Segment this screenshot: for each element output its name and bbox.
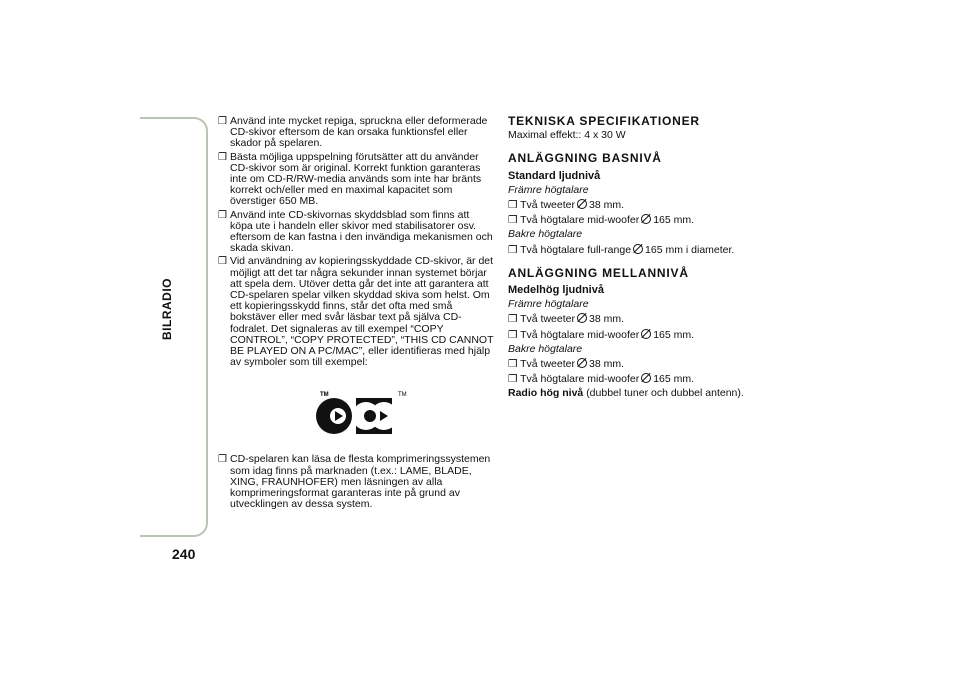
left-column <box>218 116 494 512</box>
checkbox-bullet-icon: ❒ <box>218 256 227 268</box>
trademark-mark: TM <box>320 392 329 399</box>
list-item: ❒ Två tweeter 38 mm. <box>508 358 625 371</box>
list-item: ❒ CD-spelaren kan läsa de flesta komprimeringssystemen som idag finns på marknaden (t.ex.: LAME, BLADE, XING, FRAUNHOFER) men läsningen av alla komprimeringsformat garanteras inte på grund av utvecklingen av dessa system. <box>218 453 491 511</box>
checkbox-bullet-icon: ❒ <box>218 454 227 466</box>
list-item: ❒ Två högtalare mid-woofer 165 mm. <box>508 328 695 341</box>
basic-subheading: Standard ljudnivå <box>508 169 601 182</box>
front-speakers-label: Främre högtalare <box>508 183 589 196</box>
diameter-icon <box>641 373 651 383</box>
list-item: ❒ Två högtalare full-range 165 mm i diameter. <box>508 243 735 256</box>
front-speakers-label: Främre högtalare <box>508 298 589 311</box>
checkbox-bullet-icon: ❒ <box>218 151 227 163</box>
diameter-icon <box>577 199 587 209</box>
copy-protection-symbols <box>314 388 494 436</box>
copy-protection-logo-icon <box>314 388 414 436</box>
list-item: ❒ Två tweeter 38 mm. <box>508 199 625 212</box>
section-label: BILRADIO <box>160 278 174 340</box>
mid-subheading: Medelhög ljudnivå <box>508 284 604 297</box>
rear-speakers-label: Bakre högtalare <box>508 228 583 241</box>
checkbox-bullet-icon: ❒ <box>218 116 227 127</box>
checkbox-bullet-icon: ❒ <box>218 209 227 221</box>
max-power: Maximal effekt:: 4 x 30 W <box>508 129 626 142</box>
list-item: ❒ Två högtalare mid-woofer 165 mm. <box>508 373 695 386</box>
side-tab-frame <box>140 117 208 537</box>
basic-heading: ANLÄGGNING BASNIVÅ <box>508 151 662 166</box>
diameter-icon <box>641 214 651 224</box>
radio-high-level: Radio hög nivå (dubbel tuner och dubbel antenn). <box>508 387 744 400</box>
trademark-mark: TM <box>398 392 407 399</box>
list-item: ❒ Bästa möjliga uppspelning förutsätter att du använder CD-skivor som är original. Korrekt funktion garanteras inte om CD-R/RW-media används som inte har bränts korrekt och/eller med en maximal kapacitet som överstiger 650 MB. <box>218 150 482 208</box>
page-number: 240 <box>172 546 196 562</box>
diameter-icon <box>577 358 587 368</box>
list-item: ❒ Två högtalare mid-woofer 165 mm. <box>508 214 695 227</box>
diameter-icon <box>641 329 651 339</box>
list-item: ❒ Vid användning av kopieringsskyddade CD-skivor, är det möjligt att det tar några sekunder innan systemet börjar att spela dem. Utöver detta går det inte att garantera att CD-spelaren spelar vilken skyddad skiva som helst. Om ett kopieringsskydd finns, står det ofta med små bokstäver eller med svår läsbar text på själva CD-fodralet. Det signaleras av till exempel “COPY CONTROL”, “COPY PROTECTED”, “THIS CD CANNOT BE PLAYED ON A PC/MAC”, eller identifieras med hjälp av symboler som till exempel: <box>218 255 494 369</box>
diameter-icon <box>633 244 643 254</box>
rear-speakers-label: Bakre högtalare <box>508 342 583 355</box>
list-item: ❒ Använd inte mycket repiga, spruckna eller deformerade CD-skivor eftersom de kan orsaka funktionsfel eller skador på spelaren. <box>218 115 488 150</box>
right-column <box>508 116 768 403</box>
list-item: ❒ Använd inte CD-skivornas skyddsblad som finns att köpa ute i handeln eller skivor med stabilisatorer osv. eftersom de kan fastna i den invändiga mekanismen och skada skivan. <box>218 208 493 255</box>
list-item: ❒ Två tweeter 38 mm. <box>508 313 625 326</box>
spec-heading: TEKNISKA SPECIFIKATIONER <box>508 114 700 128</box>
mid-heading: ANLÄGGNING MELLANNIVÅ <box>508 265 689 280</box>
diameter-icon <box>577 313 587 323</box>
